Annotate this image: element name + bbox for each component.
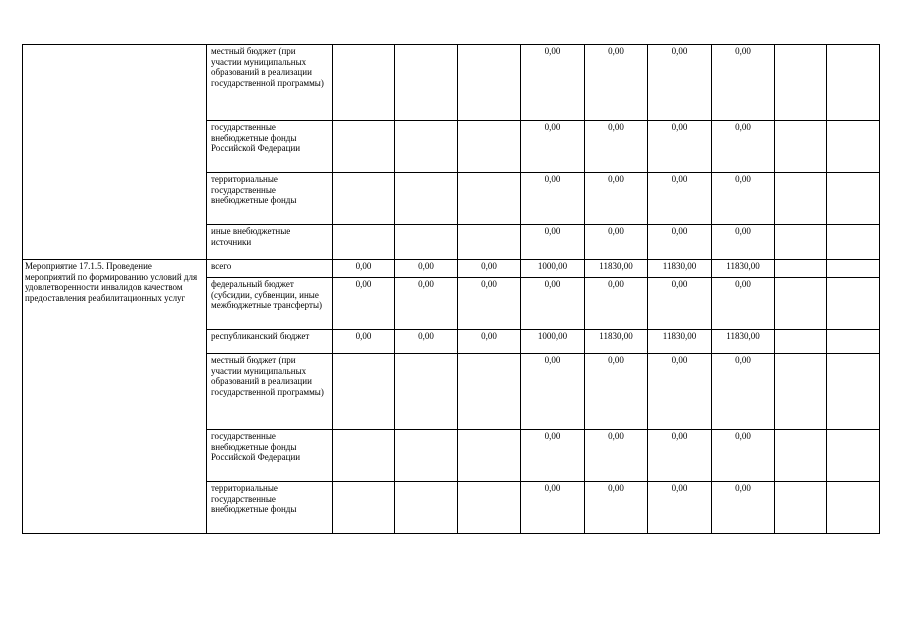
event-cell	[23, 45, 207, 260]
value-cell: 0,00	[458, 330, 521, 354]
value-cell: 0,00	[712, 45, 775, 121]
value-cell: 0,00	[585, 430, 648, 482]
value-cell	[775, 278, 827, 330]
value-cell: 0,00	[712, 482, 775, 534]
value-cell	[458, 121, 521, 173]
value-cell: 0,00	[395, 330, 458, 354]
value-cell: 0,00	[712, 173, 775, 225]
value-cell: 0,00	[585, 278, 648, 330]
budget-table	[22, 44, 880, 534]
table-row	[23, 260, 880, 278]
value-cell	[458, 430, 521, 482]
value-cell	[395, 354, 458, 430]
value-cell	[827, 45, 880, 121]
source-cell: федеральный бюджет (субсидии, субвенции, иные межбюджетные трансферты)	[207, 278, 333, 330]
value-cell: 0,00	[585, 225, 648, 260]
value-cell: 0,00	[648, 121, 712, 173]
value-cell: 0,00	[585, 121, 648, 173]
value-cell: 0,00	[585, 45, 648, 121]
value-cell	[333, 121, 395, 173]
source-cell: всего	[207, 260, 333, 278]
value-cell: 0,00	[333, 278, 395, 330]
value-cell: 0,00	[521, 278, 585, 330]
value-cell: 0,00	[712, 225, 775, 260]
value-cell: 0,00	[648, 225, 712, 260]
value-cell: 0,00	[521, 45, 585, 121]
value-cell: 0,00	[585, 354, 648, 430]
source-cell: местный бюджет (при участии муниципальных образований в реализации государственной программы)	[207, 354, 333, 430]
value-cell	[395, 173, 458, 225]
source-cell: государственные внебюджетные фонды Российской Федерации	[207, 430, 333, 482]
value-cell	[827, 430, 880, 482]
value-cell	[458, 354, 521, 430]
value-cell: 0,00	[333, 260, 395, 278]
source-cell: государственные внебюджетные фонды Российской Федерации	[207, 121, 333, 173]
value-cell: 0,00	[648, 278, 712, 330]
source-cell: местный бюджет (при участии муниципальных образований в реализации государственной программы)	[207, 45, 333, 121]
source-cell: республиканский бюджет	[207, 330, 333, 354]
value-cell: 1000,00	[521, 330, 585, 354]
value-cell: 0,00	[712, 354, 775, 430]
source-cell: иные внебюджетные источники	[207, 225, 333, 260]
value-cell: 0,00	[585, 173, 648, 225]
value-cell: 0,00	[458, 260, 521, 278]
value-cell: 11830,00	[585, 260, 648, 278]
value-cell: 0,00	[521, 482, 585, 534]
value-cell	[333, 482, 395, 534]
value-cell	[395, 121, 458, 173]
value-cell: 0,00	[521, 354, 585, 430]
value-cell	[395, 45, 458, 121]
value-cell	[827, 260, 880, 278]
value-cell	[775, 225, 827, 260]
value-cell	[458, 482, 521, 534]
value-cell: 0,00	[333, 330, 395, 354]
value-cell	[775, 330, 827, 354]
value-cell	[775, 354, 827, 430]
value-cell: 0,00	[712, 121, 775, 173]
value-cell: 11830,00	[648, 260, 712, 278]
value-cell	[333, 225, 395, 260]
value-cell: 0,00	[648, 354, 712, 430]
value-cell: 1000,00	[521, 260, 585, 278]
event-label: Мероприятие 17.1.5. Проведение мероприятий по формированию условий для удовлетворенности инвалидов качеством предоставления реабилитационных услуг	[25, 261, 198, 303]
value-cell	[775, 482, 827, 534]
value-cell	[775, 260, 827, 278]
value-cell: 0,00	[712, 430, 775, 482]
value-cell: 0,00	[521, 121, 585, 173]
value-cell: 0,00	[458, 278, 521, 330]
value-cell	[333, 430, 395, 482]
value-cell: 0,00	[395, 260, 458, 278]
value-cell	[775, 430, 827, 482]
value-cell: 0,00	[521, 225, 585, 260]
value-cell	[458, 173, 521, 225]
value-cell: 0,00	[585, 482, 648, 534]
value-cell: 0,00	[648, 45, 712, 121]
value-cell	[827, 278, 880, 330]
value-cell: 11830,00	[648, 330, 712, 354]
value-cell: 0,00	[395, 278, 458, 330]
value-cell	[458, 45, 521, 121]
value-cell	[395, 430, 458, 482]
value-cell	[458, 225, 521, 260]
value-cell	[333, 45, 395, 121]
value-cell: 0,00	[712, 278, 775, 330]
value-cell: 11830,00	[585, 330, 648, 354]
table-row	[23, 45, 880, 121]
event-cell	[23, 260, 207, 534]
value-cell	[395, 225, 458, 260]
value-cell	[333, 173, 395, 225]
value-cell: 11830,00	[712, 330, 775, 354]
value-cell: 0,00	[648, 482, 712, 534]
value-cell	[827, 173, 880, 225]
value-cell	[827, 225, 880, 260]
source-cell: территориальные государственные внебюджетные фонды	[207, 482, 333, 534]
value-cell	[827, 121, 880, 173]
value-cell: 0,00	[648, 173, 712, 225]
value-cell	[775, 45, 827, 121]
value-cell	[775, 173, 827, 225]
value-cell: 0,00	[648, 430, 712, 482]
source-cell: территориальные государственные внебюджетные фонды	[207, 173, 333, 225]
value-cell: 11830,00	[712, 260, 775, 278]
value-cell	[827, 482, 880, 534]
value-cell: 0,00	[521, 173, 585, 225]
value-cell	[333, 354, 395, 430]
value-cell	[775, 121, 827, 173]
value-cell: 0,00	[521, 430, 585, 482]
value-cell	[827, 354, 880, 430]
value-cell	[395, 482, 458, 534]
value-cell	[827, 330, 880, 354]
